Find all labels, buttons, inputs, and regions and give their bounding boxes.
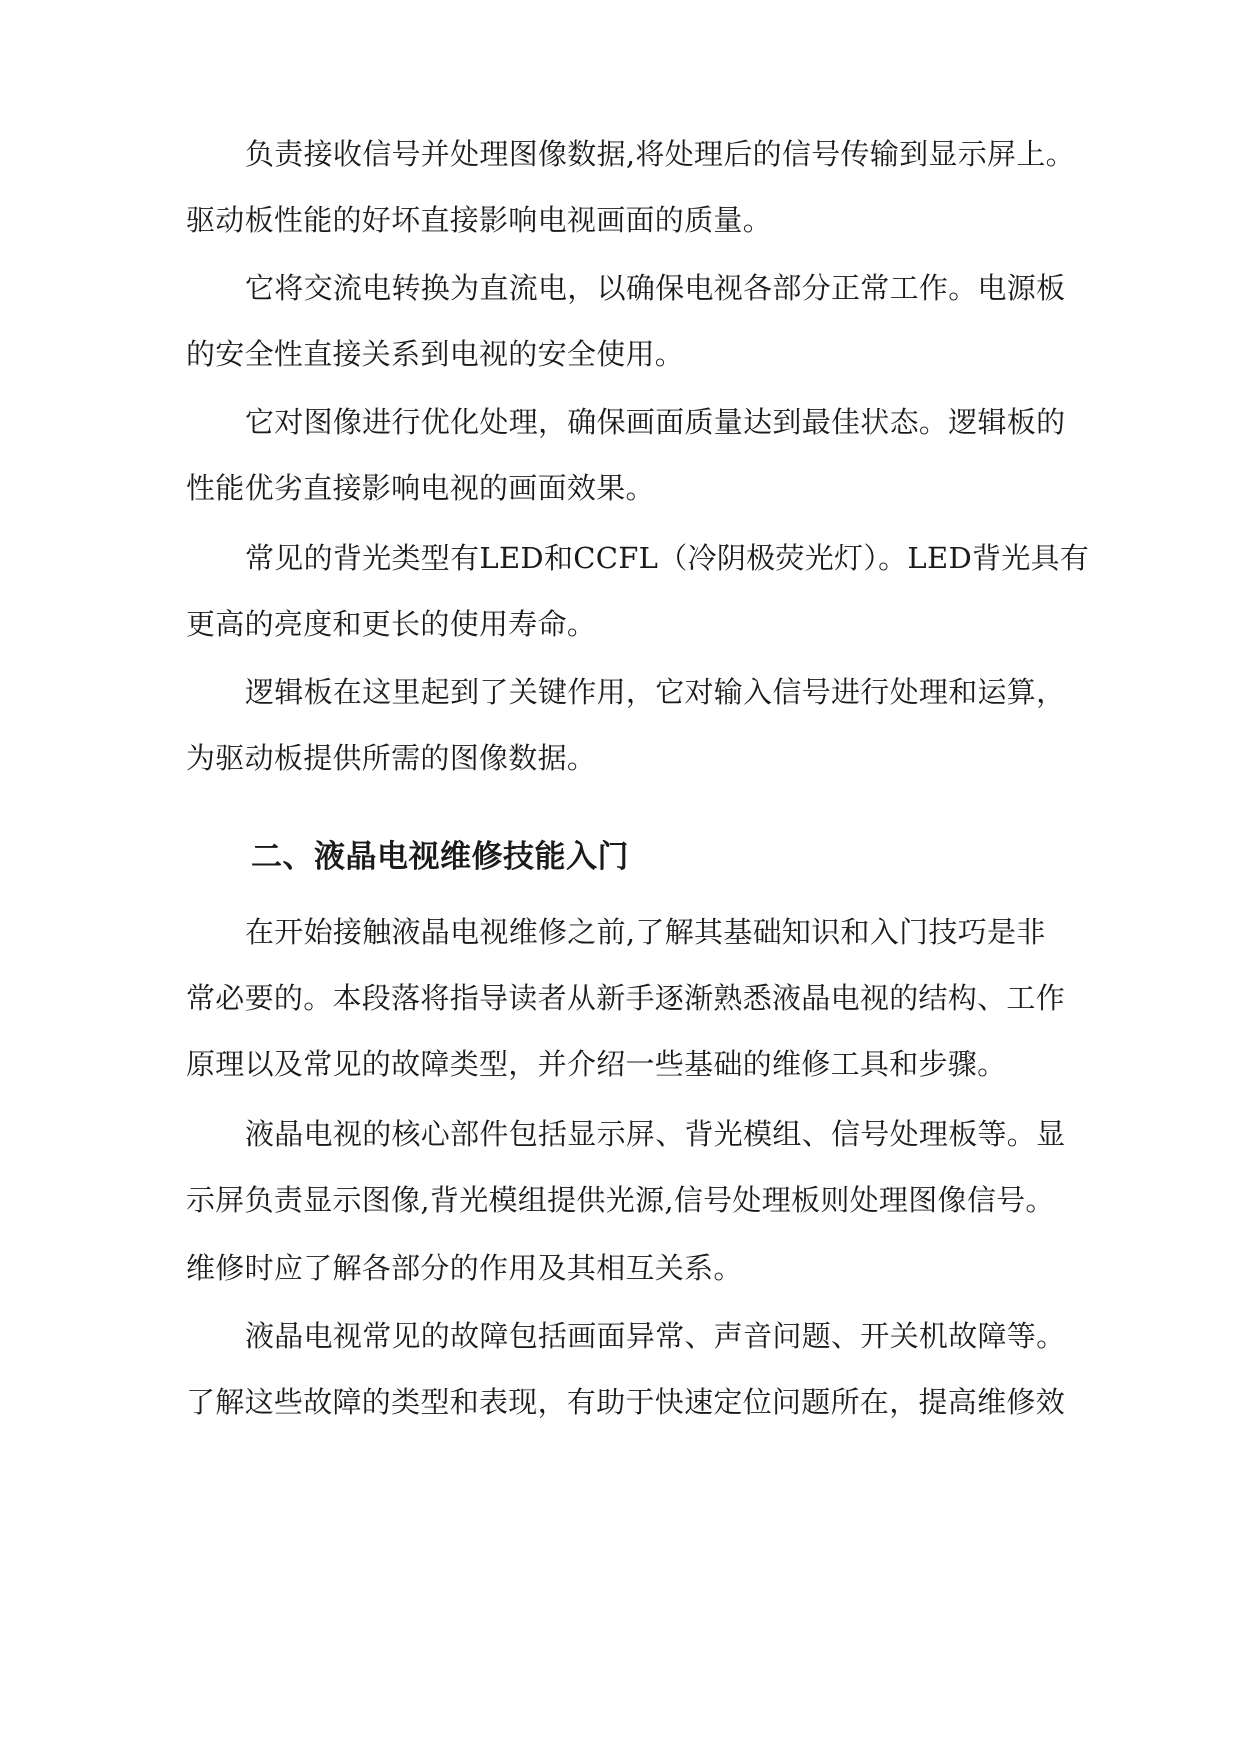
paragraph-line: 原理以及常见的故障类型，并介绍一些基础的维修工具和步骤。	[186, 1047, 1007, 1081]
paragraph-line: 液晶电视常见的故障包括画面异常、声音问题、开关机故障等。	[245, 1319, 1066, 1353]
paragraph-line: 维修时应了解各部分的作用及其相互关系。	[186, 1251, 743, 1285]
paragraph-line: 的安全性直接关系到电视的安全使用。	[186, 337, 685, 371]
section-heading: 二、液晶电视维修技能入门	[251, 839, 629, 875]
paragraph-line: 示屏负责显示图像,背光模组提供光源,信号处理板则处理图像信号。	[186, 1183, 1055, 1217]
paragraph-line: 在开始接触液晶电视维修之前,了解其基础知识和入门技巧是非	[245, 915, 1046, 949]
paragraph-line: 为驱动板提供所需的图像数据。	[186, 741, 597, 775]
paragraph-line: 驱动板性能的好坏直接影响电视画面的质量。	[186, 203, 773, 237]
paragraph-line: 常见的背光类型有LED和CCFL（冷阴极荧光灯）。LED背光具有	[245, 541, 1090, 575]
paragraph-line: 它对图像进行优化处理，确保画面质量达到最佳状态。逻辑板的	[245, 405, 1066, 439]
paragraph-line: 它将交流电转换为直流电，以确保电视各部分正常工作。电源板	[245, 271, 1066, 305]
paragraph-line: 液晶电视的核心部件包括显示屏、背光模组、信号处理板等。显	[245, 1117, 1066, 1151]
paragraph-line: 了解这些故障的类型和表现，有助于快速定位问题所在，提高维修效	[186, 1385, 1066, 1419]
paragraph-line: 逻辑板在这里起到了关键作用，它对输入信号进行处理和运算，	[245, 675, 1066, 709]
paragraph-line: 更高的亮度和更长的使用寿命。	[186, 607, 597, 641]
paragraph-line: 常必要的。本段落将指导读者从新手逐渐熟悉液晶电视的结构、工作	[186, 981, 1066, 1015]
paragraph-line: 负责接收信号并处理图像数据,将处理后的信号传输到显示屏上。	[245, 137, 1075, 171]
paragraph-line: 性能优劣直接影响电视的画面效果。	[186, 471, 655, 505]
